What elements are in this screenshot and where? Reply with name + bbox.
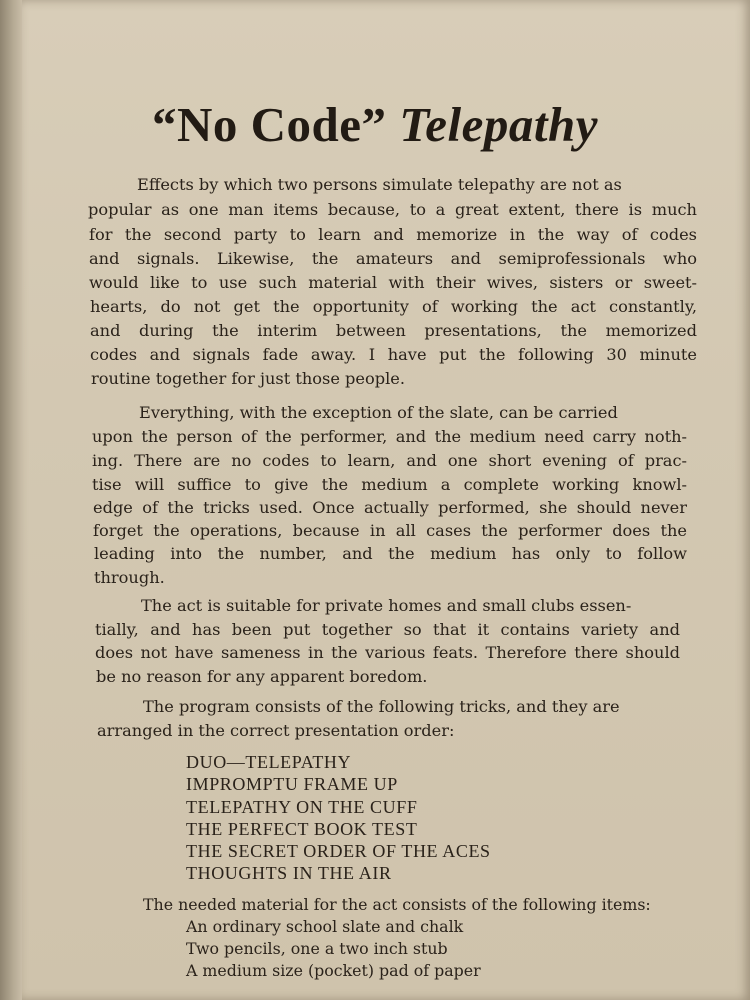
- materials-list-item: A medium size (pocket) pad of paper: [186, 961, 481, 980]
- paragraph-1-line-4: and signals. Likewise, the amateurs and semiprofessionals who: [89, 249, 697, 268]
- paragraph-2-line-1: Everything, with the exception of the slate, can be carried: [139, 403, 618, 422]
- trick-list-item: THOUGHTS IN THE AIR: [186, 863, 392, 883]
- paragraph-1-line-2: popular as one man items because, to a great extent, there is much: [88, 200, 697, 219]
- paragraph-3-line-4: be no reason for any apparent boredom.: [96, 667, 428, 686]
- paragraph-2-line-5: edge of the tricks used. Once actually performed, she should never: [93, 498, 687, 517]
- paragraph-4-line-1: The program consists of the following tricks, and they are: [143, 697, 620, 716]
- paragraph-1-line-9: routine together for just those people.: [91, 369, 406, 388]
- materials-list-item: An ordinary school slate and chalk: [186, 917, 464, 936]
- paragraph-1-line-7: and during the interim between presentations, the memorized: [90, 321, 697, 340]
- title-word: Telepathy: [399, 97, 598, 152]
- paragraph-1-line-1: Effects by which two persons simulate telepathy are not as: [137, 175, 622, 194]
- paragraph-2-line-8: through.: [94, 568, 165, 587]
- paragraph-2-line-7: leading into the number, and the medium has only to follow: [94, 544, 687, 563]
- paragraph-3-line-3: does not have sameness in the various feats. Therefore there should: [95, 643, 680, 662]
- trick-list-item: THE PERFECT BOOK TEST: [186, 819, 418, 839]
- trick-list-item: IMPROMPTU FRAME UP: [186, 774, 398, 794]
- paragraph-2-line-2: upon the person of the performer, and the medium need carry noth-: [92, 427, 687, 446]
- paragraph-1-line-6: hearts, do not get the opportunity of working the act constantly,: [90, 297, 697, 316]
- paragraph-1-line-5: would like to use such material with their wives, sisters or sweet-: [89, 273, 697, 292]
- trick-list-item: DUO—TELEPATHY: [186, 752, 352, 772]
- paragraph-2-line-3: ing. There are no codes to learn, and one short evening of prac-: [92, 451, 687, 470]
- title-quoted: “No Code”: [152, 97, 387, 152]
- paragraph-2-line-4: tise will suffice to give the medium a complete working knowl-: [92, 475, 687, 494]
- paragraph-3-line-1: The act is suitable for private homes and small clubs essen-: [141, 596, 632, 615]
- paragraph-1-line-8: codes and signals fade away. I have put the following 30 minute: [90, 345, 697, 364]
- trick-list-item: THE SECRET ORDER OF THE ACES: [186, 841, 491, 861]
- materials-intro: The needed material for the act consists of the following items:: [143, 895, 651, 914]
- trick-list-item: TELEPATHY ON THE CUFF: [186, 797, 418, 817]
- page-title: [0, 96, 750, 153]
- paragraph-1-line-3: for the second party to learn and memorize in the way of codes: [89, 225, 697, 244]
- paragraph-4-line-2: arranged in the correct presentation order:: [97, 721, 455, 740]
- materials-list-item: Two pencils, one a two inch stub: [186, 939, 448, 958]
- paragraph-3-line-2: tially, and has been put together so that it contains variety and: [95, 620, 680, 639]
- paragraph-2-line-6: forget the operations, because in all cases the performer does the: [93, 521, 687, 540]
